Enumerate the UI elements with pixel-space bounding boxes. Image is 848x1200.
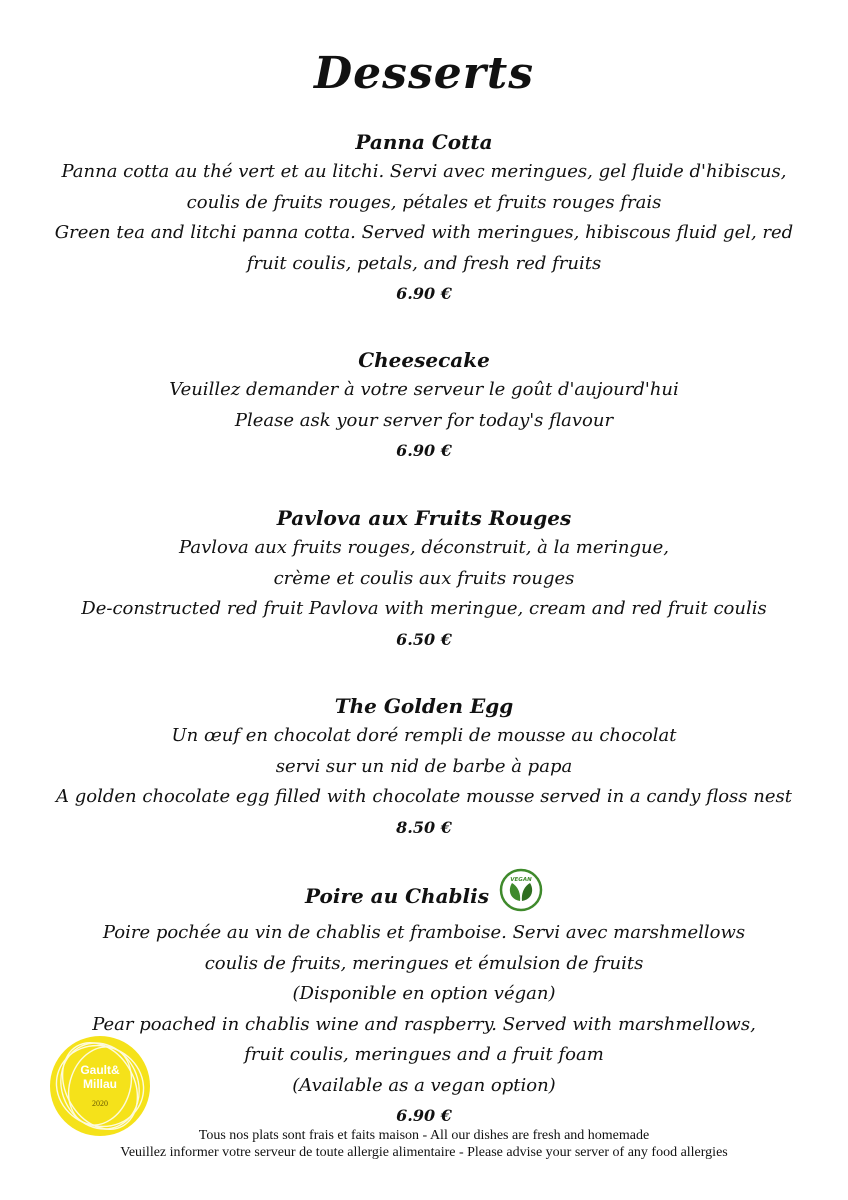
- dish-description-line: Panna cotta au thé vert et au litchi. Servi avec meringues, gel fluide d'hibiscus,: [61, 161, 787, 182]
- logo-line2: Millau: [82, 1077, 118, 1091]
- dish-description-line: crème et coulis aux fruits rouges: [273, 567, 575, 589]
- dish-price: 6.50 €: [396, 629, 452, 649]
- dish-description-line: Green tea and litchi panna cotta. Served with meringues, hibiscous fluid gel, red: [54, 222, 794, 243]
- dish-price: 6.90 €: [396, 441, 452, 460]
- dish-description-line: Un œuf en chocolat doré rempli de mousse au chocolat: [171, 725, 677, 746]
- dish-pavlova: [0, 503, 848, 655]
- dish-price: 8.50 €: [396, 817, 452, 837]
- dish-name-wrapper: [305, 874, 543, 918]
- footer-fresh-note: Tous nos plats sont frais et faits maison - All our dishes are fresh and homemade: [198, 1128, 650, 1143]
- dish-name: Pavlova aux Fruits Rouges: [276, 506, 572, 530]
- vegan-leaf-icon: [499, 868, 543, 912]
- dish-name: Poire au Chablis: [305, 884, 489, 908]
- dish-description-line: Please ask your server for today's flavour: [234, 409, 614, 431]
- footer-allergy-note: Veuillez informer votre serveur de toute allergie alimentaire - Please advise your server of any food allergies: [120, 1145, 728, 1160]
- dish-description-line: fruit coulis, petals, and fresh red fruits: [246, 252, 602, 274]
- dish-description-line: Veuillez demander à votre serveur le goût d'aujourd'hui: [169, 379, 679, 400]
- page-title: Desserts: [314, 48, 534, 99]
- dish-description-line: fruit coulis, meringues and a fruit foam: [244, 1044, 604, 1065]
- dish-description-line: De-constructed red fruit Pavlova with meringue, cream and red fruit coulis: [81, 598, 767, 619]
- dish-price: 6.90 €: [396, 284, 452, 303]
- dish-description-line: coulis de fruits rouges, pétales et fruits rouges frais: [186, 191, 662, 213]
- dish-golden-egg: [0, 691, 848, 843]
- dish-panna-cotta: [0, 127, 848, 309]
- dish-name-row: [0, 874, 848, 918]
- dish-description-line: coulis de fruits, meringues et émulsion de fruits: [204, 952, 644, 974]
- logo-year: 2020: [92, 1099, 108, 1108]
- dish-name: Cheesecake: [358, 348, 490, 372]
- dish-name: The Golden Egg: [334, 694, 514, 718]
- dish-cheesecake: [0, 345, 848, 466]
- dish-description-line: Poire pochée au vin de chablis et framboise. Servi avec marshmellows: [102, 922, 746, 943]
- dish-description-line: (Available as a vegan option): [292, 1074, 556, 1096]
- dish-description-line: (Disponible en option végan): [292, 983, 556, 1004]
- dish-description-line: A golden chocolate egg filled with chocolate mousse served in a candy floss nest: [56, 786, 792, 807]
- dish-description-line: servi sur un nid de barbe à papa: [275, 755, 573, 777]
- dish-description-line: Pear poached in chablis wine and raspberry. Served with marshmellows,: [92, 1013, 756, 1035]
- vegan-badge-text: VEGAN: [510, 877, 532, 883]
- logo-line1: Gault&: [80, 1063, 120, 1077]
- dish-price: 6.90 €: [396, 1106, 452, 1125]
- gault-millau-logo: [48, 1034, 152, 1138]
- dish-name: Panna Cotta: [355, 130, 493, 154]
- dish-description-line: Pavlova aux fruits rouges, déconstruit, à la meringue,: [179, 537, 669, 558]
